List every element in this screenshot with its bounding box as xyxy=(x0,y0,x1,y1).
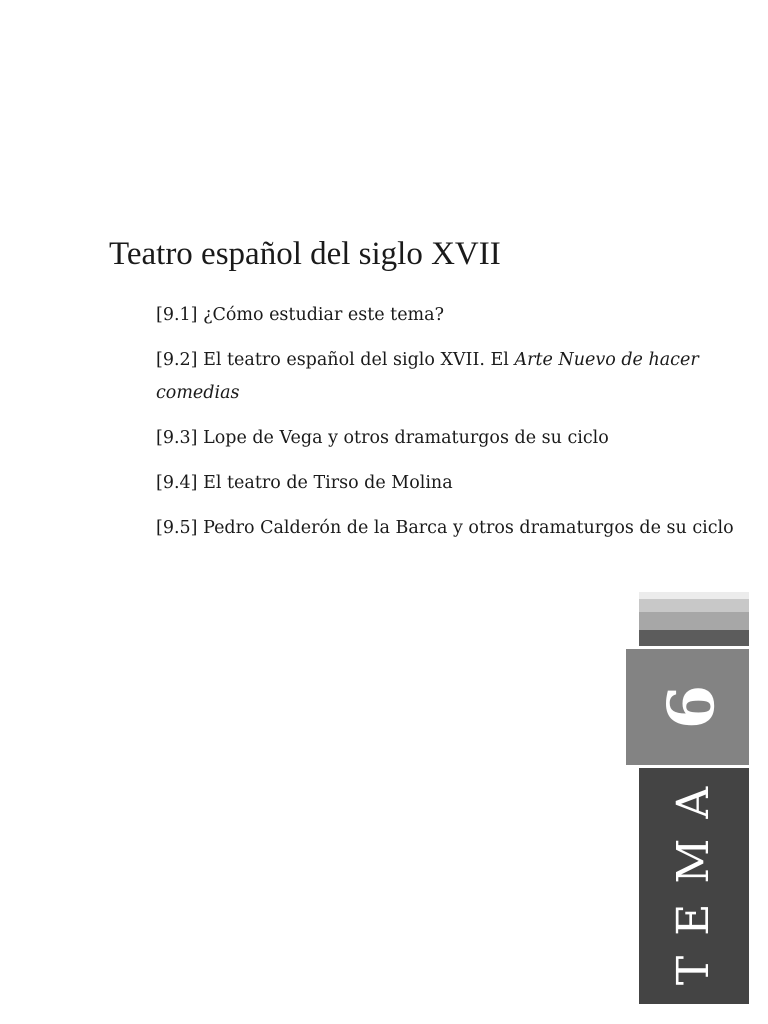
chapter-number: 9 xyxy=(650,684,726,730)
toc-item-9-1[interactable] xyxy=(156,299,756,332)
toc-item-9-4[interactable] xyxy=(156,467,756,500)
tab-stripe-3 xyxy=(639,612,749,630)
toc-text: El teatro español del siglo XVII. El xyxy=(203,350,509,370)
toc-text-italic-continued: comedias xyxy=(156,383,240,403)
toc-text: ¿Cómo estudiar este tema? xyxy=(203,305,444,325)
table-of-contents xyxy=(156,299,756,557)
toc-number: [9.1] xyxy=(156,305,198,325)
chapter-label: TEMA xyxy=(668,766,719,986)
toc-item-9-2[interactable] xyxy=(156,344,756,410)
toc-number: [9.5] xyxy=(156,518,198,538)
toc-item-9-3[interactable] xyxy=(156,422,756,455)
toc-text-italic: Arte Nuevo de hacer xyxy=(514,350,699,370)
toc-text: Lope de Vega y otros dramaturgos de su ciclo xyxy=(203,428,609,448)
chapter-number-box xyxy=(626,649,749,765)
toc-number: [9.4] xyxy=(156,473,198,493)
chapter-label-box xyxy=(639,768,749,1004)
tab-stripe-4 xyxy=(639,630,749,646)
toc-number: [9.3] xyxy=(156,428,198,448)
tab-stripe-1 xyxy=(639,592,749,599)
toc-item-9-5[interactable] xyxy=(156,512,756,545)
toc-text: Pedro Calderón de la Barca y otros dramaturgos de su ciclo xyxy=(203,518,734,538)
chapter-title: Teatro español del siglo XVII xyxy=(109,236,501,272)
tab-stripe-2 xyxy=(639,599,749,612)
toc-number: [9.2] xyxy=(156,350,198,370)
toc-text: El teatro de Tirso de Molina xyxy=(203,473,453,493)
